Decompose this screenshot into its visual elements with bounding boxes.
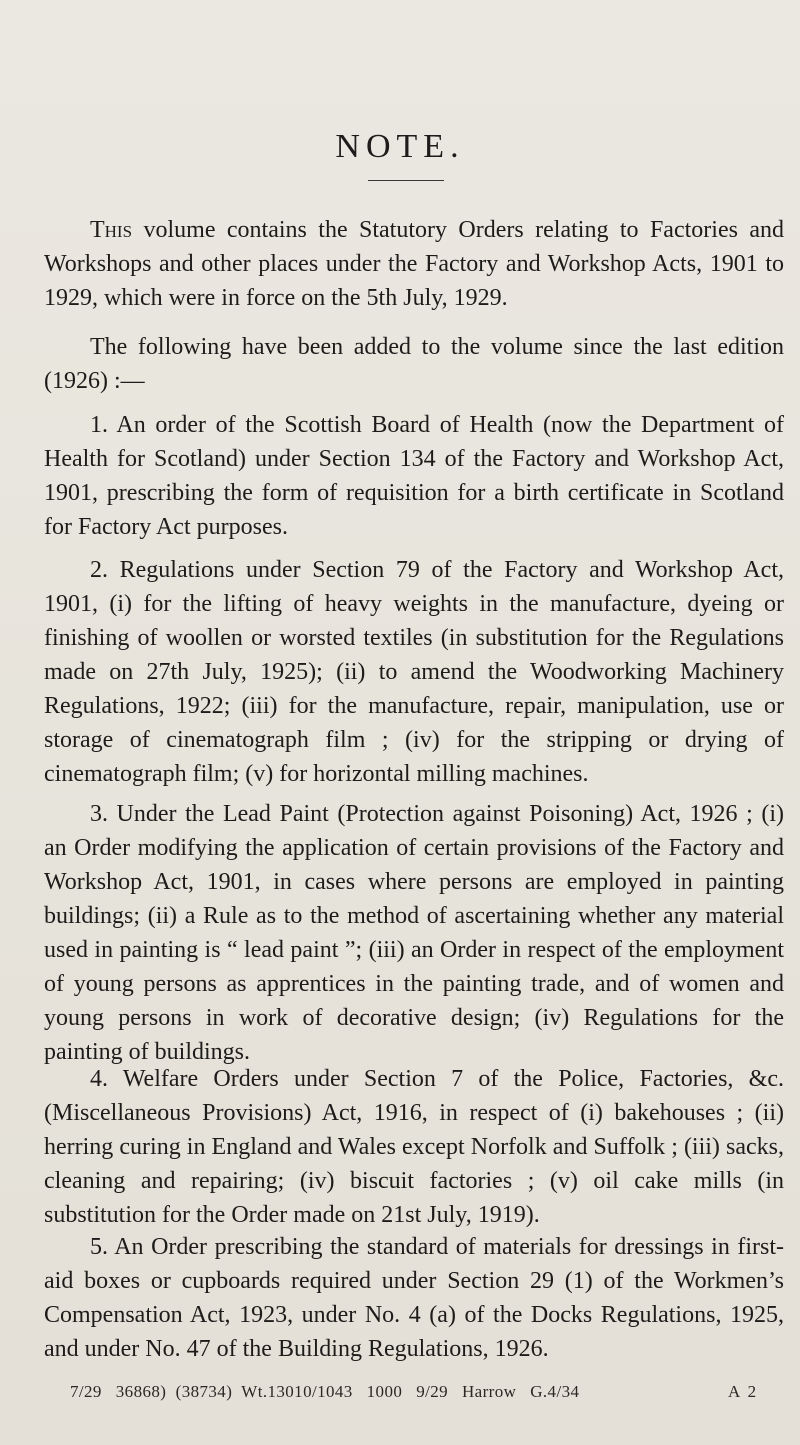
list-item-5: 5. An Order prescribing the standard of materials for dressings in first-aid boxes or cupboards required under Section 29 (1) of the Workmen’s Compensation Act, 1923, under No. 4 (a) of the Docks Regulations, 1925, and under No. 47 of the Building Regulations, 1926.	[44, 1234, 784, 1362]
heading-rule	[368, 180, 444, 181]
list-item-1: 1. An order of the Scottish Board of Health (now the Department of Health for Scotland) under Section 134 of the Factory and Workshop Act, 1901, prescribing the form of requisition for a birth certificate in Scotland for Factory Act purposes.	[44, 412, 784, 540]
intro-lead-word: This	[90, 217, 133, 243]
list-item-4: 4. Welfare Orders under Section 7 of the Police, Factories, &c. (Miscellaneous Provisions) Act, 1916, in respect of (i) bakehouses ; (ii) herring curing in England and Wales except Norfolk and Suffolk ; (iii) sacks, cleaning and repairing; (iv) biscuit factories ; (v) oil cake mills (in substitution for the Order made on 21st July, 1919).	[44, 1066, 784, 1228]
intro-text: volume contains the Statutory Orders relating to Factories and Workshops and other places under the Factory and Workshop Acts, 1901 to 1929, which were in force on the 5th July, 1929.	[44, 217, 784, 311]
list-item-3: 3. Under the Lead Paint (Protection against Poisoning) Act, 1926 ; (i) an Order modifying the application of certain provisions of the Factory and Workshop Act, 1901, in cases where persons are employed in painting buildings; (ii) a Rule as to the method of ascertaining whether any material used in painting is “ lead paint ”; (iii) an Order in respect of the employment of young persons as apprentices in the painting trade, and of women and young persons in work of decorative design; (iv) Regulations for the painting of buildings.	[44, 801, 784, 1065]
signature-mark: A 2	[728, 1382, 759, 1401]
note-heading: NOTE.	[335, 128, 465, 165]
list-item-2: 2. Regulations under Section 79 of the Factory and Workshop Act, 1901, (i) for the lifting of heavy weights in the manufacture, dyeing or finishing of woollen or worsted textiles (in substitution for the Regulations made on 27th July, 1925); (ii) to amend the Woodworking Machinery Regulations, 1922; (iii) for the manufacture, repair, manipulation, use or storage of cinematograph film ; (iv) for the stripping or drying of cinematograph film; (v) for horizontal milling machines.	[44, 557, 784, 787]
printer-imprint: 7/29 36868) (38734) Wt.13010/1043 1000 9/29 Harrow G.4/34	[70, 1382, 580, 1401]
intro-paragraph	[44, 213, 784, 315]
added-intro-paragraph: The following have been added to the volume since the last edition (1926) :—	[44, 334, 784, 394]
